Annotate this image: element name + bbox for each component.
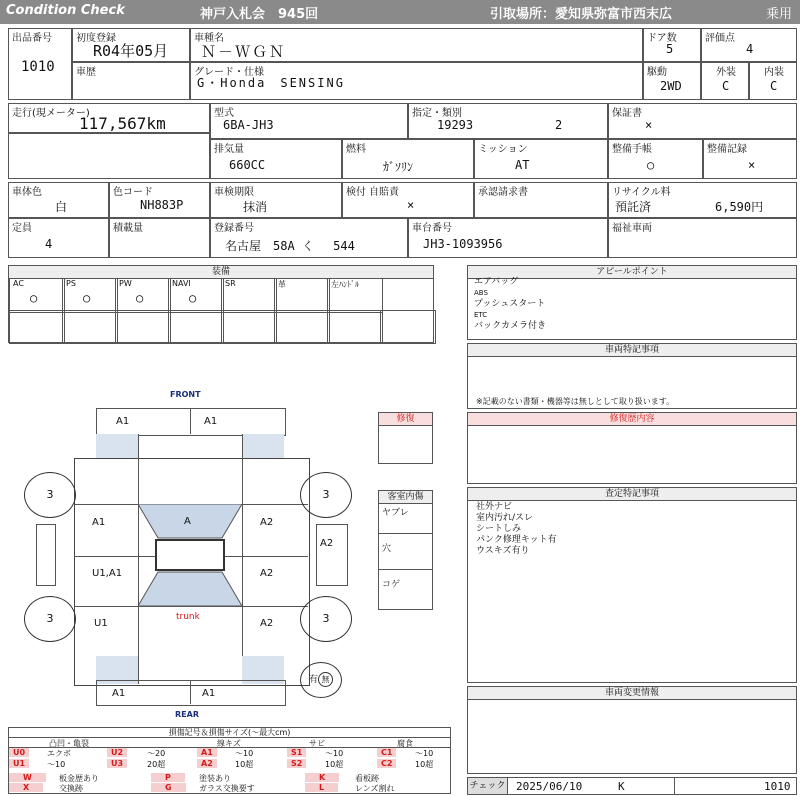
lot-number: 1010 [21,59,55,75]
equipment-value: ○ [30,291,38,305]
equipment-label: 左ﾊﾝﾄﾞﾙ [331,280,359,289]
left-front-door-mark: A1 [92,517,106,528]
recycle-cell [608,182,797,218]
wheel-mark: 3 [322,488,330,501]
maintenance-cell [608,139,703,179]
rear-label: REAR [175,710,199,719]
capacity-cell [8,218,109,258]
front-label: FRONT [170,390,201,399]
equipment-title: 装備 [9,266,433,279]
interior-damage-title: 客室内傷 [379,491,432,504]
equipment-empty-cell [168,310,224,344]
grade-cell [190,62,643,100]
legend-meaning: レンズ割れ [355,784,395,793]
legend-meaning: 看板跡 [355,774,379,783]
capacity-label: 定員 [12,223,32,234]
roof [156,540,224,570]
equipment-value: ○ [189,291,197,305]
appeal-title: アピールポイント [468,266,796,279]
mission-label: ミッション [478,144,528,155]
legend-meaning: ～10 [415,749,434,758]
legend-meaning: 10超 [325,760,344,769]
history-label: 車歴 [76,67,96,78]
right-rear-mark: A2 [260,618,274,629]
legend-code: G [151,783,186,792]
mileage-extra-cell [8,133,210,179]
interior-cell [749,62,797,100]
legend-code: P [151,773,185,782]
doors-cell [643,28,701,62]
welfare-cell [608,218,797,258]
legend-code: C2 [377,759,396,768]
repair-history-title: 修復歴内容 [468,413,796,426]
doors-label: ドア数 [647,33,677,44]
insurance-label: 自賠責 [369,187,399,198]
legend-code: L [305,783,338,792]
color-cell [8,182,109,218]
equipment-empty-cell [327,310,383,344]
equipment-label: NAVI [172,279,191,288]
legend-meaning: ～10 [47,760,66,769]
appeal-panel [467,265,797,340]
score-label: 評価点 [705,33,735,44]
front-bumper-divider [190,408,191,434]
headlight-right [242,434,284,458]
equipment-empty-cell [380,310,436,344]
legend-code: W [9,773,46,782]
type: 6BA-JH3 [223,118,274,132]
load-label: 積載量 [113,223,143,234]
legend-code: U1 [9,759,29,768]
appeal-list [474,277,546,332]
equipment-item-6 [327,278,383,313]
recycle-status: 預託済 [615,200,652,214]
wheel-mark: 3 [322,612,330,625]
equipment-label: 革 [278,280,286,289]
designation-label: 指定・類別 [412,108,462,119]
mission: AT [515,158,530,172]
wheel-mark: 3 [46,612,54,625]
spare-no: 無 [318,672,333,687]
spare-tire [300,662,342,698]
inspector-notes-panel [467,487,797,683]
right-mid-mark: A2 [260,568,274,579]
legend-meaning: 20超 [147,760,166,769]
special-notes-panel [467,343,797,409]
legend-group: 腐食 [397,739,413,748]
wheel-front-left [24,472,76,518]
legend-meaning: ～10 [235,749,254,758]
designation: 19293 [437,118,474,132]
check-footer [467,777,797,795]
insurance-cell [342,182,474,218]
record-label: 整備記録 [707,144,747,155]
right-side-panel [316,524,348,586]
insurance-prefix: 検付 [346,187,366,198]
drive: 2WD [660,79,682,93]
category: 乗用 [766,7,793,22]
special-note: ※記載のない書類・機器等は無しとして取り扱います。 [476,397,675,406]
record: × [748,158,756,172]
repair-box-title: 修復 [379,413,432,426]
lot-label: 出品番号 [12,33,52,44]
legend-code: U2 [107,748,127,757]
interior-grade: C [770,79,778,93]
appeal-item: ABS [474,289,488,297]
check-divider [674,778,675,794]
exterior-cell [701,62,749,100]
fuel-label: 燃料 [346,144,366,155]
color-code-label: 色コード [113,187,153,198]
header-left: Condition Check [6,3,125,18]
interior-label: 内装 [764,67,784,78]
legend-code: U0 [9,748,29,757]
front-left-mark: A1 [116,416,130,427]
wheel-rear-left [24,596,76,642]
legend-meaning: エクボ [47,749,71,758]
equipment-empty-cell [62,310,118,344]
legend-meaning: 塗装あり [199,774,231,783]
header-bar [0,0,800,24]
headlight-left [96,434,138,458]
legend-extra-rows [9,773,450,793]
body-line-right [242,434,243,684]
legend-code: A1 [197,748,217,757]
appeal-item: ETC [474,311,488,319]
left-rear-mark: U1 [94,618,108,629]
appeal-item: プッシュスタート [474,299,546,309]
legend-meaning: 10超 [235,760,254,769]
appeal-item: エアバッグ [474,277,519,287]
body-line-3 [74,606,308,607]
equipment-item-3 [168,278,224,313]
legend-groups [9,738,450,748]
warranty-cell [608,103,797,139]
fuel: ｶﾞｿﾘﾝ [383,160,414,174]
pickup-location: 引取場所：愛知県弥富市西末広 [490,7,673,22]
equipment-label: SR [225,279,236,288]
plate-cell [210,218,408,258]
plate-label: 登録番号 [214,223,254,234]
inspection-cell [210,182,342,218]
equipment-value: ○ [136,291,144,305]
equipment-grid [9,278,433,342]
warranty-label: 保証書 [612,108,642,119]
drive-label: 駆動 [647,67,667,78]
legend-code: X [9,783,43,792]
score-cell [701,28,797,62]
lot-cell [8,28,72,100]
check-date: 2025/06/10 [516,780,583,793]
equipment-item-1 [62,278,118,313]
insurance: × [407,198,415,212]
equipment-label: PW [119,279,132,288]
legend-code: K [305,773,339,782]
maintenance: ○ [647,158,655,172]
fuel-cell [342,139,474,179]
inspector-item: 社外ナビ [476,502,513,512]
legend-group: サビ [309,739,325,748]
inspector-item: シートしみ [476,524,522,534]
chassis-cell [408,218,608,258]
recycle-fee: 6,590円 [715,200,764,214]
legend-code: S1 [287,748,306,757]
model: Ｎ－ＷＧＮ [201,43,287,61]
equipment-item-4 [221,278,277,313]
color-code-cell [109,182,210,218]
legend-code: U3 [107,759,127,768]
model-cell [190,28,643,62]
type-cell [210,103,408,139]
change-title: 車両変更情報 [468,687,796,700]
wheel-mark: 3 [46,488,54,501]
equipment-empty-cell [9,310,65,344]
legend-meaning: ガラス交換要す [199,784,255,793]
recycle-label: リサイクル料 [612,187,671,198]
hood-mark: A [184,516,191,527]
inspector-title: 査定特記事項 [468,488,796,501]
legend-title: 損傷記号＆損傷サイズ(～最大cm) [9,728,450,738]
equipment-item-5 [274,278,330,313]
inspector-item: 室内汚れ/スレ [476,513,534,523]
interior-row: 穴 [382,544,392,554]
rear-window [138,572,242,606]
equipment-panel [8,265,434,343]
equipment-empty-cell [115,310,171,344]
displacement-cell [210,139,342,179]
equipment-label: AC [13,279,24,288]
equipment-empty-cell [221,310,277,344]
legend-group: 線キズ [217,739,241,748]
record-cell [703,139,797,179]
designation-cell [408,103,608,139]
first-reg: R04年05月 [93,42,169,60]
model-label: 車種名 [194,33,224,44]
displacement: 660CC [229,158,266,172]
legend-group: 凸凹・亀裂 [49,739,89,748]
first-reg-label: 初度登録 [76,33,116,44]
repair-history-panel [467,412,797,484]
appeal-item: バックカメラ付き [474,321,547,331]
equipment-item-2 [115,278,171,313]
check-code: K [618,780,625,793]
right-front-door-mark: A2 [260,517,274,528]
legend-meaning: 交換跡 [59,784,83,793]
chassis-label: 車台番号 [412,223,452,234]
exterior-label: 外装 [716,67,736,78]
score: 4 [746,42,754,56]
right-side-mark: A2 [320,538,334,549]
rear-left-mark: A1 [112,688,126,699]
displacement-label: 排気量 [214,144,244,155]
interior-row: コゲ [382,580,401,590]
interior-divider [379,569,432,570]
classification: 2 [555,118,563,132]
damage-legend [8,727,451,794]
auction-title: 神戸入札会 945回 [200,7,319,22]
repair-box [378,412,433,464]
grade: G・Honda SENSING [197,76,345,90]
inspector-item: パンク修理キット有 [476,535,557,545]
legend-size-rows [9,748,450,772]
plate: 名古屋 58A く 544 [225,239,355,253]
front-right-mark: A1 [204,416,218,427]
history-cell [72,62,190,100]
equipment-empty-cell [274,310,330,344]
wheel-front-right [300,472,352,518]
change-info-panel [467,686,797,774]
doors: 5 [666,42,674,56]
capacity: 4 [45,237,53,251]
inspector-list [476,502,557,557]
trunk-label: trunk [176,612,200,622]
interior-damage-box [378,490,433,610]
approval-cell [474,182,608,218]
mileage: 117,567km [79,114,166,133]
mileage-cell [8,103,210,133]
equipment-label: PS [66,279,76,288]
approval-label: 承認請求書 [478,187,528,198]
legend-code: S2 [287,759,306,768]
check-lot: 1010 [764,780,791,793]
grade-label: グレード・仕様 [194,67,264,78]
type-label: 型式 [214,108,234,119]
car-diagram [20,386,365,726]
drive-cell [643,62,701,100]
welfare-label: 福祉車両 [612,223,652,234]
spare-yes: 有 [308,675,318,685]
mission-cell [474,139,608,179]
first-reg-cell [72,28,190,62]
rear-right-mark: A1 [202,688,216,699]
inspection: 抹消 [243,200,268,214]
chassis: JH3-1093956 [423,237,503,251]
interior-divider [379,533,432,534]
equipment-item-0 [9,278,65,313]
left-side-panel [36,524,56,586]
legend-meaning: 10超 [415,760,434,769]
legend-code: C1 [377,748,396,757]
wheel-rear-right [300,596,352,642]
inspector-item: ウスキズ有り [476,546,530,556]
mileage-label: 走行(現メーター) [12,108,90,119]
equipment-value: ○ [83,291,91,305]
interior-row: ヤブレ [382,508,409,518]
load-cell [109,218,210,258]
exterior-grade: C [722,79,730,93]
legend-meaning: ～10 [325,749,344,758]
color-code: NH883P [140,198,184,212]
maintenance-label: 整備手帳 [612,144,652,155]
legend-meaning: 板金歴あり [59,774,99,783]
left-mid-mark: U1,A1 [92,568,123,579]
rear-bumper-divider [190,680,191,704]
check-label: チェック [468,778,508,794]
legend-code: A2 [197,759,217,768]
special-title: 車両特記事項 [468,344,796,357]
legend-meaning: ～20 [147,749,166,758]
color-label: 車体色 [12,187,42,198]
warranty: × [645,118,653,132]
inspection-label: 車検期限 [214,187,254,198]
color: 白 [55,200,68,214]
